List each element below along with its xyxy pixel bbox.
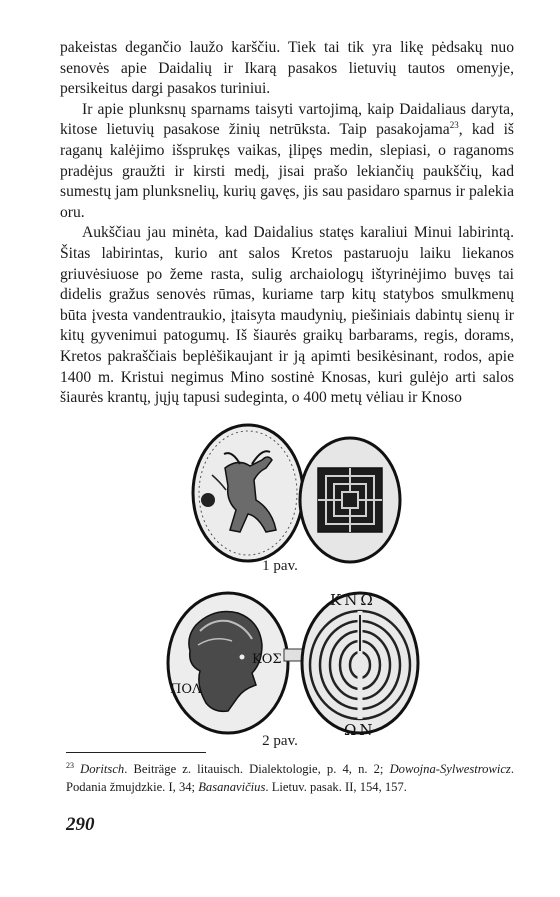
footnote-number: 23 [66,760,74,770]
coin-2-obverse [168,593,288,733]
figure-2-caption: 2 pav. [262,733,298,749]
footnote-text-3: . Lietuv. pasak. II, 154, 157. [265,780,407,794]
figure-1 [0,420,560,580]
coin-1-reverse [300,438,400,562]
footnote-reference: 23 [449,120,459,131]
figure-2 [0,585,560,755]
footnote-author-3: Basanavičius [198,780,266,794]
figure-2-coins [0,585,560,755]
coin-2-reverse [302,591,418,739]
body-text [60,38,514,409]
footnote-divider [66,752,206,753]
figure-1-coins [0,420,560,580]
figure-1-caption: 1 pav. [262,558,298,574]
coin-2-reverse-legend-top: ΚΝΩ [330,591,376,609]
footnote-text-1: . Beiträge z. litauisch. Dialektologie, p. 4, n. 2; [124,762,390,776]
coin-2-obverse-legend-kos: ΚΟΣ [252,652,282,667]
paragraph-2-start: Ir apie plunksnų sparnams taisyti vartojimą, kaip Daidaliaus daryta, kitose lietuvių pasakose žinių netrūksta. Taip pasakojama [60,100,514,139]
coin-2-obverse-legend-pol: ΠΟΛ [170,682,202,697]
paragraph-1: pakeistas degančio laužo karščiu. Tiek tai tik yra likę pėdsakų nuo senovės apie Daidalių ir Ikarą pasakos lietuvių tautos omenyje, persikeitus dargi pasakos turiniui. [60,39,514,98]
footnote-author-2: Dowojna-Sylwestrowicz [389,762,511,776]
page-number: 290 [66,814,95,835]
footnote-author-1: Doritsch [80,762,125,776]
paragraph-2 [60,100,514,224]
paragraph-2-rest: , kad iš raganų kalėjimo išsprukęs vaikas, įlipęs medin, slepiasi, o raganoms pradėjus graužti ir kirsti medį, jisai prašo lekiančių paukščių, kad sumestų jam plunksnelių, kurių gavęs, jis sau pasidaro sparnus ir palekia oru. [60,121,514,221]
footnote [66,760,514,796]
coin-1-obverse [193,425,303,561]
coin-2-reverse-legend-bottom: ΩΝ [344,721,376,739]
footnote-text-2: . Podania žmujdzkie. I, 34; [66,762,514,794]
paragraph-3: Aukščiau jau minėta, kad Daidalius statęs karaliui Minui labirintą. Šitas labirintas, kurio ant salos Kretos pastaruoju laiku liekanos griuvėsiuose po žeme rasta, sulig archaiologų ištyrinėjimo buvęs tai didelis gražus senovės rūmas, kuriame tarp kitų statybos smulkmenų būta įvesta vandentraukio, įtaisyta maudynių, piešiniais dabintų sienų ir kitų gyvenimui patogumų. Iš šiaurės graikų barbarams, regis, dorams, Kretos pakraščiais beplėšikaujant ir ją apimti besikėsinant, rodos, apie 1400 m. Kristui negimus Mino sostinė Knosas, kuri gulėjo arti salos šiaurės krantų, jųjų tapusi sudeginta, o 400 metų vėliau ir Knoso [60,224,514,407]
